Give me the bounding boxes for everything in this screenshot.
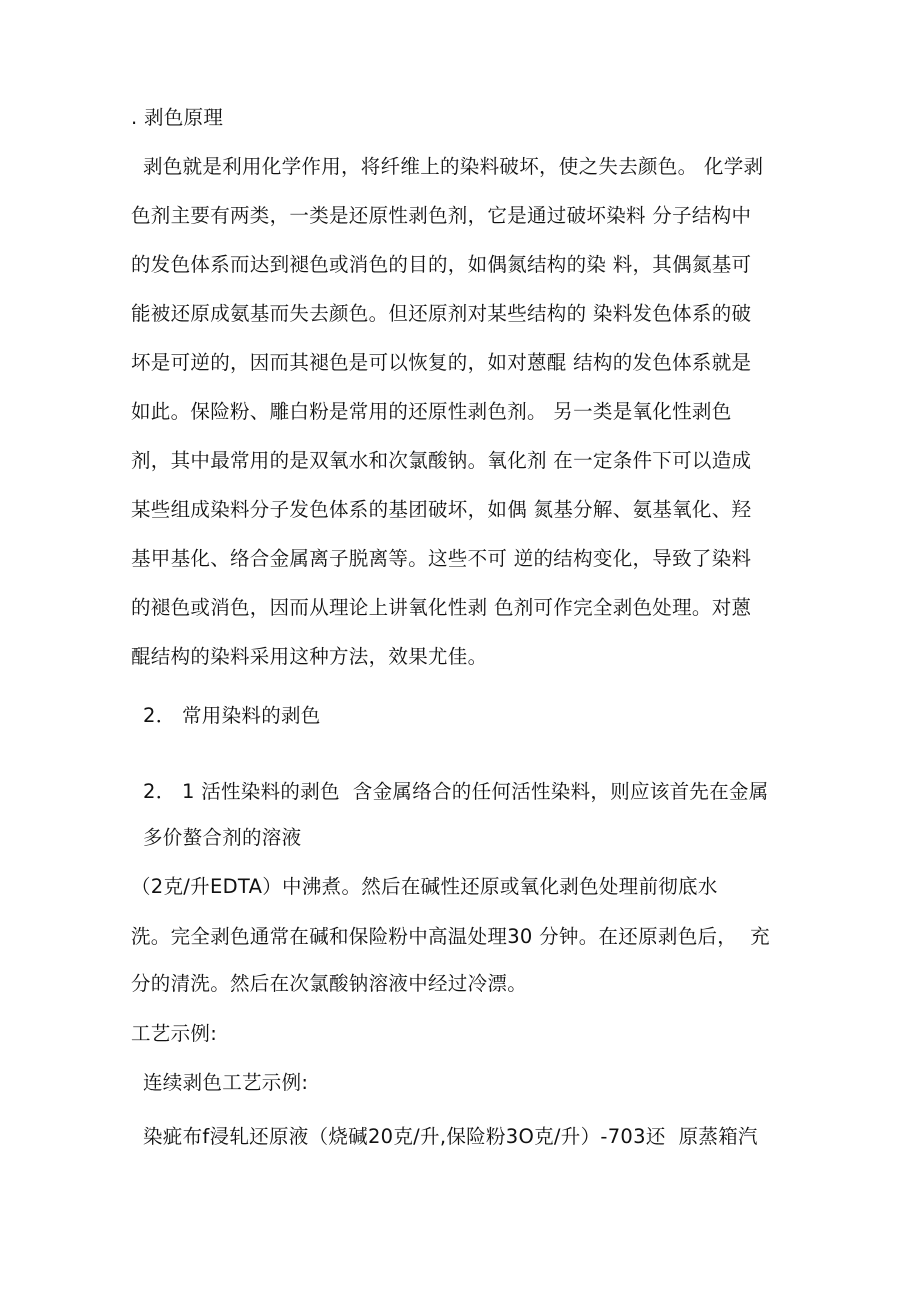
process-example-label: 工艺示例:	[131, 1022, 218, 1045]
paragraph-line: 剥色就是利用化学作用，将纤维上的染料破坏，使之失去颜色。 化学剥	[143, 155, 764, 178]
continuous-example-label: 连续剥色工艺示例:	[143, 1071, 309, 1094]
paragraph-line: 多价螯合剂的溶液	[143, 826, 302, 849]
paragraph-line: （2克/升EDTA）中沸煮。然后在碱性还原或氧化剥色处理前彻底水	[131, 875, 718, 898]
paragraph-line: 2． 1 活性染料的剥色 含金属络合的任何活性染料，则应该首先在金属	[143, 780, 769, 803]
section-heading-stripping-principle: . 剥色原理	[131, 106, 224, 129]
paragraph-line: 能被还原成氨基而失去颜色。但还原剂对某些结构的 染料发色体系的破	[131, 302, 752, 325]
paragraph-line: 分的清洗。然后在次氯酸钠溶液中经过冷漂。	[131, 972, 528, 995]
process-line: 染疵布f浸轧还原液（烧碱20克/升,保险粉3O克/升）-703还 原蒸箱汽	[143, 1125, 758, 1148]
paragraph-line: 某些组成染料分子发色体系的基团破坏，如偶 氮基分解、氨基氧化、羟	[131, 498, 752, 521]
paragraph-line: 如此。保险粉、雕白粉是常用的还原性剥色剂。 另一类是氧化性剥色	[131, 400, 732, 423]
paragraph-line: 坏是可逆的，因而其褪色是可以恢复的，如对蒽醌 结构的发色体系就是	[131, 351, 752, 374]
paragraph-line: 剂，其中最常用的是双氧水和次氯酸钠。氧化剂 在一定条件下可以造成	[131, 449, 752, 472]
paragraph-line: 的褪色或消色，因而从理论上讲氧化性剥 色剂可作完全剥色处理。对蒽	[131, 596, 752, 619]
paragraph-line: 基甲基化、络合金属离子脱离等。这些不可 逆的结构变化，导致了染料	[131, 547, 752, 570]
paragraph-line: 色剂主要有两类，一类是还原性剥色剂，它是通过破坏染料 分子结构中	[131, 204, 752, 227]
paragraph-line: 的发色体系而达到褪色或消色的目的，如偶氮结构的染 料，其偶氮基可	[131, 253, 752, 276]
section-heading-common-dyes: 2． 常用染料的剥色	[143, 704, 321, 727]
paragraph-line: 洗。完全剥色通常在碱和保险粉中高温处理30 分钟。在还原剥色后， 充	[131, 925, 770, 948]
paragraph-line: 醌结构的染料采用这种方法，效果尤佳。	[131, 645, 488, 668]
